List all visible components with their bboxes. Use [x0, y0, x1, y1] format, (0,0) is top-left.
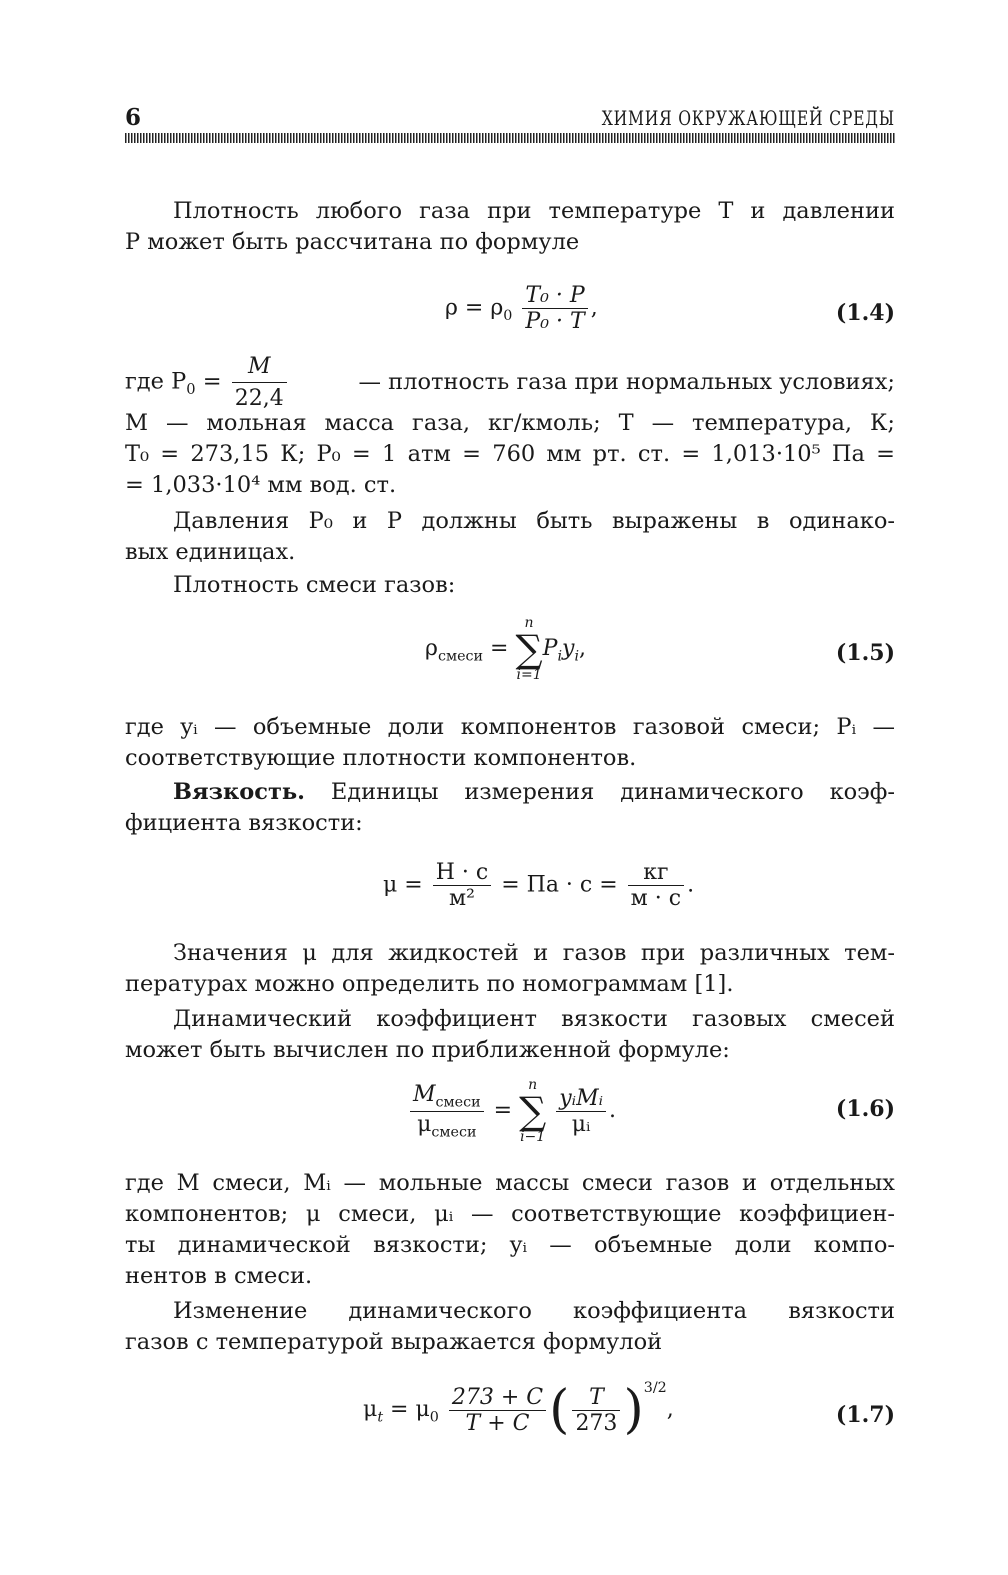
equation-number-1-7: (1.7) — [835, 1402, 895, 1428]
eq-denominator: T + C — [465, 1410, 530, 1436]
paragraph-pressure-units — [125, 506, 895, 568]
inline-fraction — [232, 351, 287, 414]
text-line: Давления P₀ и P должны быть выражены в одинако- — [173, 508, 895, 534]
eq-numerator: Н · с — [433, 860, 492, 886]
text-line: пературах можно определить по номограммам [1]. — [125, 971, 734, 997]
eq-num-main: M — [413, 1082, 436, 1108]
equation-number-1-6: (1.6) — [835, 1096, 895, 1122]
eq-lhs-sub: смеси — [437, 648, 484, 665]
text-line: фициента вязкости: — [125, 810, 363, 836]
text-rest: Единицы измерения динамического коэф- — [305, 779, 895, 805]
sum-upper: n — [528, 1077, 538, 1093]
eq-denominator: м² — [449, 886, 475, 911]
paragraph-mixture-terms — [125, 712, 895, 774]
text-line: ты динамической вязкости; yᵢ — объемные доли компо- — [125, 1232, 895, 1258]
equation-viscosity-units — [383, 860, 694, 911]
eq-lhs-sub: t — [377, 1409, 384, 1426]
eq-fraction-left — [410, 1082, 484, 1140]
eq-equals: = μ — [383, 1397, 430, 1422]
text-line: Значения μ для жидкостей и газов при различных тем- — [173, 940, 895, 966]
eq-den-main: μ — [417, 1111, 432, 1137]
eq-middle: = Па · с = — [494, 872, 625, 898]
paragraph-density-intro — [125, 196, 895, 258]
text-line: Динамический коэффициент вязкости газовых смесей — [173, 1006, 895, 1032]
paragraph-viscosity — [125, 777, 895, 839]
section-heading: Вязкость. — [173, 779, 306, 805]
paragraph-mixture-density — [125, 570, 895, 601]
equation-1-7 — [363, 1380, 674, 1440]
eq-num-sub: смеси — [435, 1094, 481, 1111]
eq-body2: y — [562, 636, 575, 661]
eq-denominator: 273 — [575, 1410, 618, 1436]
sum-lower: i=1 — [516, 667, 542, 683]
eq-body2-sub: i — [574, 648, 580, 665]
text-line: Плотность любого газа при температуре T и давлении — [173, 198, 895, 224]
summation-sign — [515, 616, 542, 682]
equation-1-6 — [407, 1078, 616, 1144]
right-paren-icon: ) — [623, 1380, 644, 1440]
eq-body-sub: i — [557, 648, 563, 665]
summation-sign — [519, 1078, 546, 1144]
text-line: где yᵢ — объемные доли компонентов газовой смеси; Pᵢ — — [125, 714, 895, 740]
eq-denominator: μᵢ — [571, 1111, 591, 1137]
text-line: соответствующие плотности компонентов. — [125, 745, 637, 771]
inline-denominator: 22,4 — [234, 385, 284, 411]
page-number: 6 — [125, 104, 142, 131]
eq-tail: . — [687, 872, 695, 898]
left-paren-icon: ( — [549, 1380, 570, 1440]
text-line: газов с температурой выражается формулой — [125, 1329, 663, 1355]
eq-fraction-2 — [572, 1385, 620, 1436]
text-line: P может быть рассчитана по формуле — [125, 229, 580, 255]
text-eq: = — [195, 368, 222, 394]
equation-number-1-4: (1.4) — [835, 300, 895, 326]
eq-lhs: μ = — [383, 872, 430, 898]
eq-equals-sub: 0 — [429, 1409, 439, 1426]
text-line: Плотность смеси газов: — [173, 572, 456, 598]
eq-tail: , — [666, 1397, 674, 1422]
eq-numerator: yᵢMᵢ — [556, 1086, 606, 1112]
eq-denominator: м · с — [630, 886, 682, 911]
text-line — [125, 777, 895, 808]
text-line: нентов в смеси. — [125, 1263, 313, 1289]
eq-fraction-1 — [449, 1385, 546, 1436]
paragraph-temperature-viscosity — [125, 1296, 895, 1358]
text-line: T₀ = 273,15 К; P₀ = 1 атм = 760 мм рт. ст. = 1,013·10⁵ Па = — [125, 441, 895, 467]
text-line — [125, 353, 895, 411]
sigma-icon: ∑ — [519, 1089, 547, 1133]
eq-lhs: μ — [363, 1397, 378, 1422]
eq-tail: . — [609, 1098, 617, 1123]
sum-upper: n — [524, 615, 534, 631]
eq-fraction-2 — [628, 860, 684, 911]
paragraph-density-definitions — [125, 353, 895, 501]
eq-numerator: T₀ · P — [522, 283, 587, 309]
equation-1-5 — [425, 616, 586, 682]
eq-numerator: кг — [628, 860, 684, 886]
eq-denominator: P₀ · T — [525, 309, 585, 334]
sum-lower: i−1 — [520, 1129, 546, 1145]
eq-lhs-sub: 0 — [503, 307, 513, 324]
eq-numerator: T — [572, 1385, 620, 1411]
text-line: M — мольная масса газа, кг/кмоль; T — температура, К; — [125, 410, 895, 436]
text-line: компонентов; μ смеси, μᵢ — соответствующие коэффициен- — [125, 1201, 895, 1227]
text-line: Изменение динамического коэффициента вязкости — [173, 1298, 895, 1324]
text-line: = 1,033·10⁴ мм вод. ст. — [125, 472, 397, 498]
running-title: ХИМИЯ ОКРУЖАЮЩЕЙ СРЕДЫ — [601, 106, 895, 130]
eq-tail: , — [590, 295, 598, 321]
text-line: может быть вычислен по приближенной формуле: — [125, 1037, 730, 1063]
eq-equals: = — [486, 1098, 520, 1123]
header-rule — [125, 133, 895, 143]
page-header — [125, 104, 895, 130]
paragraph-nomograms — [125, 938, 895, 1000]
eq-den-sub: смеси — [431, 1123, 477, 1140]
eq-lhs: ρ = ρ — [445, 295, 504, 321]
paragraph-molar-mass-terms — [125, 1168, 895, 1292]
eq-denominator — [410, 1112, 484, 1140]
text-rest: — плотность газа при нормальных условиях; — [358, 368, 895, 395]
eq-tail: , — [579, 636, 587, 661]
eq-numerator — [410, 1082, 484, 1111]
eq-equals: = — [483, 636, 516, 661]
equation-number-1-5: (1.5) — [835, 640, 895, 666]
sigma-icon: ∑ — [515, 627, 543, 671]
text-sub: 0 — [186, 380, 196, 398]
eq-fraction-1 — [433, 860, 492, 911]
text-line: где M смеси, Mᵢ — мольные массы смеси газов и отдельных — [125, 1170, 895, 1196]
text-prefix: где P — [125, 368, 187, 394]
eq-lhs: ρ — [425, 636, 438, 661]
paragraph-mixture-viscosity — [125, 1004, 895, 1066]
equation-1-4 — [445, 283, 598, 334]
eq-body: P — [542, 636, 558, 661]
eq-numerator: 273 + C — [449, 1385, 546, 1411]
eq-exponent: 3/2 — [643, 1380, 667, 1396]
text-line: вых единицах. — [125, 539, 296, 565]
eq-fraction-right — [556, 1086, 606, 1137]
eq-fraction — [522, 283, 587, 334]
inline-numerator: M — [232, 351, 287, 383]
line-part — [125, 351, 290, 414]
